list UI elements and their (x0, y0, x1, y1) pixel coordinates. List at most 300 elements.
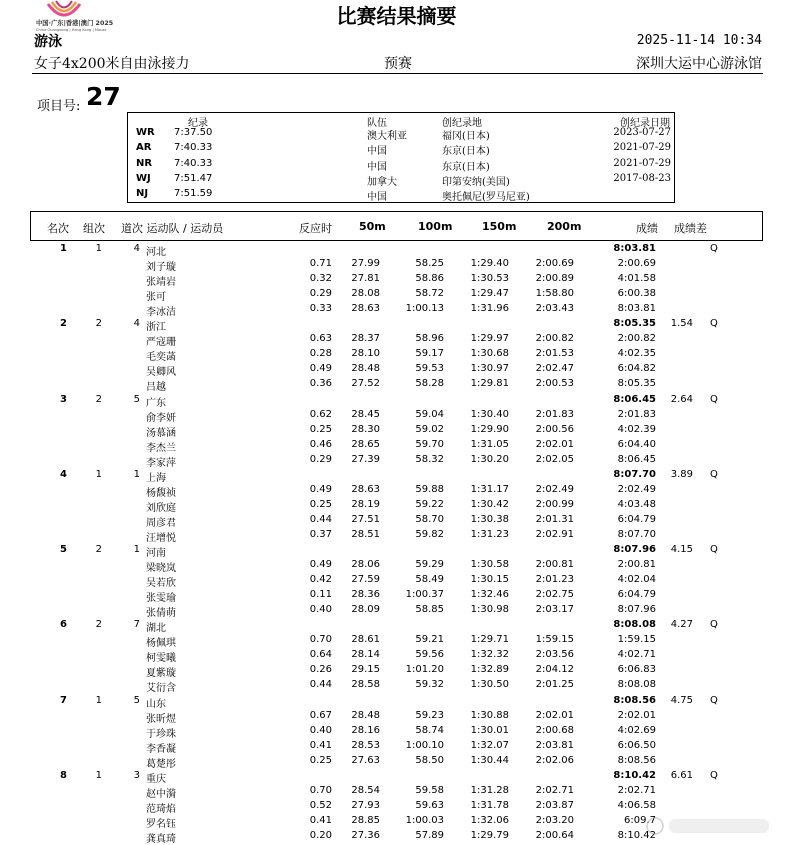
swimmer-name: 张可 (146, 292, 166, 304)
cumulative-time: 8:10.42 (617, 829, 656, 841)
records-header-date: 创纪录日期 (620, 118, 670, 129)
split-200m: 2:00.53 (535, 378, 574, 390)
split-150m: 1:29.81 (470, 378, 509, 390)
split-150m: 1:29.97 (470, 333, 509, 345)
split-100m: 58.72 (415, 288, 444, 300)
record-place: 印第安纳(美国) (442, 176, 510, 188)
team-row (0, 393, 793, 408)
team-row (0, 543, 793, 558)
split-150m: 1:30.98 (470, 604, 509, 616)
split-200m: 2:03.20 (535, 814, 574, 826)
split-50m: 27.36 (351, 829, 380, 841)
split-150m: 1:29.90 (470, 423, 509, 435)
team-diff: 4.75 (670, 694, 693, 706)
split-100m: 58.28 (415, 378, 444, 390)
team-name: 浙江 (146, 322, 166, 334)
record-code: WR (136, 127, 155, 138)
split-50m: 27.39 (351, 453, 380, 465)
swimmer-row (0, 678, 793, 693)
split-50m: 28.08 (351, 288, 380, 300)
swimmer-reaction: 0.26 (309, 664, 332, 676)
swimmer-reaction: 0.36 (309, 378, 332, 390)
record-time: 7:40.33 (174, 157, 213, 169)
swimmer-row (0, 739, 793, 754)
split-200m: 2:00.64 (535, 829, 574, 841)
split-150m: 1:29.47 (470, 288, 509, 300)
split-50m: 27.52 (351, 378, 380, 390)
swimmer-reaction: 0.28 (309, 348, 332, 360)
split-150m: 1:30.15 (470, 574, 509, 586)
split-50m: 29.15 (351, 664, 380, 676)
header-heat: 组次 (83, 222, 105, 235)
swimmer-row (0, 498, 793, 513)
team-rank: 5 (60, 544, 67, 555)
team-rank: 1 (60, 243, 67, 254)
cumulative-time: 6:04.79 (617, 589, 656, 601)
split-100m: 1:01.20 (405, 664, 444, 676)
split-200m: 2:02.75 (535, 589, 574, 601)
team-heat: 2 (95, 544, 102, 555)
qualified-mark: Q (710, 619, 718, 631)
team-row (0, 769, 793, 784)
split-150m: 1:30.97 (470, 363, 509, 375)
swimmer-row (0, 603, 793, 618)
qualified-mark: Q (710, 393, 718, 405)
swimmer-name: 梁晓岚 (146, 563, 176, 575)
swimmer-reaction: 0.46 (309, 438, 332, 450)
event-number-label: 项目号: (37, 99, 81, 114)
record-time: 7:51.47 (174, 172, 213, 184)
swimmer-name: 李杰兰 (146, 442, 176, 454)
split-100m: 1:00.37 (405, 589, 444, 601)
split-50m: 28.48 (351, 709, 380, 721)
split-100m: 58.74 (415, 724, 444, 736)
swimmer-reaction: 0.20 (309, 829, 332, 841)
cumulative-time: 4:02.71 (617, 649, 656, 661)
split-150m: 1:30.40 (470, 408, 509, 420)
swimmer-reaction: 0.37 (309, 528, 332, 540)
records-header-place: 创纪录地 (442, 118, 482, 129)
cumulative-time: 6:04.79 (617, 513, 656, 525)
split-150m: 1:30.53 (470, 273, 509, 285)
record-team: 澳大利亚 (367, 131, 407, 142)
split-200m: 2:00.99 (535, 498, 574, 510)
team-lane: 5 (133, 694, 140, 706)
split-100m: 59.70 (415, 438, 444, 450)
record-place: 东京(日本) (442, 161, 490, 173)
swimmer-row (0, 408, 793, 423)
split-100m: 58.49 (415, 574, 444, 586)
qualified-mark: Q (710, 318, 718, 330)
split-150m: 1:30.42 (470, 498, 509, 510)
cumulative-time: 4:02.35 (617, 348, 656, 360)
split-100m: 59.88 (415, 483, 444, 495)
split-100m: 58.50 (415, 754, 444, 766)
team-name: 河北 (146, 247, 166, 258)
swimmer-name: 刘子璇 (146, 262, 176, 274)
team-name: 广东 (146, 397, 166, 409)
cumulative-time: 4:03.48 (617, 498, 656, 510)
team-heat: 1 (95, 468, 102, 480)
swimmer-row (0, 302, 793, 317)
cumulative-time: 2:02.49 (617, 483, 656, 495)
split-150m: 1:30.88 (470, 709, 509, 721)
swimmer-row (0, 709, 793, 724)
cumulative-time: 1:59.15 (617, 634, 656, 646)
swimmer-name: 刘欣庭 (146, 502, 176, 514)
team-lane: 4 (133, 318, 140, 330)
team-row (0, 242, 793, 257)
record-date: 2023-07-27 (613, 127, 671, 138)
split-150m: 1:31.23 (470, 528, 509, 540)
swimmer-row (0, 754, 793, 769)
swimmer-row (0, 663, 793, 678)
cumulative-time: 6:04.40 (617, 438, 656, 450)
swimmer-row (0, 287, 793, 302)
swimmer-reaction: 0.25 (309, 498, 332, 510)
team-heat: 2 (95, 619, 102, 631)
split-50m: 28.65 (351, 438, 380, 450)
record-row (128, 188, 674, 203)
swimmer-reaction: 0.11 (309, 589, 332, 601)
swimmer-reaction: 0.25 (309, 423, 332, 435)
swimmer-reaction: 0.33 (309, 303, 332, 315)
swimmer-name: 杨佩琪 (146, 638, 176, 650)
split-200m: 2:02.01 (535, 438, 574, 450)
split-100m: 58.86 (415, 273, 444, 285)
split-200m: 2:00.81 (535, 559, 574, 571)
split-200m: 2:03.87 (535, 799, 574, 811)
swimmer-name: 赵中漪 (146, 788, 176, 800)
split-200m: 2:02.49 (535, 483, 574, 495)
team-result: 8:05.35 (613, 318, 656, 330)
cumulative-time: 6:06.83 (617, 664, 656, 676)
cumulative-time: 2:00.69 (617, 258, 656, 270)
team-diff: 1.54 (670, 318, 693, 330)
split-200m: 2:03.56 (535, 649, 574, 661)
record-code: NJ (136, 188, 149, 200)
swimmer-reaction: 0.41 (309, 814, 332, 826)
split-50m: 28.37 (351, 333, 380, 345)
split-50m: 28.48 (351, 363, 380, 375)
swimmer-reaction: 0.40 (309, 604, 332, 616)
split-150m: 1:30.68 (470, 348, 509, 360)
qualified-mark: Q (710, 769, 718, 781)
qualified-mark: Q (710, 694, 718, 706)
record-team: 中国 (367, 146, 387, 158)
split-100m: 59.02 (415, 423, 444, 435)
swimmer-row (0, 588, 793, 603)
team-rank: 6 (60, 619, 67, 631)
split-100m: 1:00.03 (405, 814, 444, 826)
cumulative-time: 2:02.71 (617, 784, 656, 796)
records-header-team: 队伍 (367, 118, 387, 129)
swimmer-row (0, 377, 793, 392)
cumulative-time: 4:02.04 (617, 574, 656, 586)
swimmer-name: 杨馥祯 (146, 487, 176, 499)
header-rank: 名次 (47, 222, 69, 235)
cumulative-time: 8:08.08 (617, 679, 656, 691)
split-200m: 2:00.89 (535, 273, 574, 285)
split-50m: 28.30 (351, 423, 380, 435)
swimmer-name: 于珍珠 (146, 728, 176, 740)
team-lane: 1 (133, 468, 140, 480)
split-150m: 1:32.06 (470, 814, 509, 826)
team-diff: 4.27 (670, 619, 693, 631)
cumulative-time: 4:02.69 (617, 724, 656, 736)
cumulative-time: 8:06.45 (617, 453, 656, 465)
cumulative-time: 6:09.7 (624, 814, 656, 826)
swimmer-name: 吴卿风 (146, 367, 176, 379)
record-date: 2021-07-29 (613, 157, 671, 169)
swimmer-name: 夏紫璇 (146, 668, 176, 680)
team-name: 湖北 (146, 623, 166, 635)
split-100m: 59.21 (415, 634, 444, 646)
cumulative-time: 6:00.38 (617, 288, 656, 300)
swimmer-name: 俞李妍 (146, 412, 176, 424)
split-50m: 28.06 (351, 559, 380, 571)
swimmer-reaction: 0.52 (309, 799, 332, 811)
swimmer-row (0, 453, 793, 468)
logo-text: 中国·广东|香港|澳门 2025 (36, 20, 114, 27)
team-lane: 4 (133, 243, 140, 254)
split-200m: 2:01.53 (535, 348, 574, 360)
header-diff: 成绩差 (674, 222, 707, 235)
record-place: 福冈(日本) (442, 131, 490, 142)
watermark-decoration (645, 813, 775, 839)
swimmer-name: 艾衍含 (146, 683, 176, 695)
swimmer-name: 李家萍 (146, 457, 176, 469)
header-divider (32, 73, 763, 74)
qualified-mark: Q (710, 468, 718, 480)
swimmer-reaction: 0.44 (309, 513, 332, 525)
team-name: 河南 (146, 548, 166, 559)
report-datetime: 2025-11-14 10:34 (636, 33, 762, 48)
split-150m: 1:29.71 (470, 634, 509, 646)
swimmer-name: 汪增悦 (146, 532, 176, 544)
team-diff: 2.64 (670, 393, 693, 405)
split-50m: 28.09 (351, 604, 380, 616)
swimmer-row (0, 257, 793, 272)
swimmer-reaction: 0.62 (309, 408, 332, 420)
swimmer-name: 龚真琦 (146, 833, 176, 845)
split-150m: 1:31.05 (470, 438, 509, 450)
swimmer-reaction: 0.49 (309, 363, 332, 375)
team-row (0, 618, 793, 633)
team-rank: 4 (60, 468, 67, 480)
split-50m: 28.51 (351, 528, 380, 540)
swimmer-reaction: 0.41 (309, 739, 332, 751)
split-50m: 28.58 (351, 679, 380, 691)
split-150m: 1:30.58 (470, 559, 509, 571)
split-100m: 59.53 (415, 363, 444, 375)
split-100m: 59.63 (415, 799, 444, 811)
record-date: 2017-08-23 (613, 172, 671, 184)
team-lane: 7 (133, 619, 140, 631)
team-lane: 5 (133, 393, 140, 405)
team-result: 8:07.96 (613, 544, 656, 555)
swimmer-reaction: 0.25 (309, 754, 332, 766)
split-150m: 1:30.01 (470, 724, 509, 736)
team-rank: 3 (60, 393, 67, 405)
split-100m: 58.70 (415, 513, 444, 525)
split-100m: 59.58 (415, 784, 444, 796)
split-50m: 27.59 (351, 574, 380, 586)
records-table (127, 112, 675, 203)
swimmer-reaction: 0.49 (309, 559, 332, 571)
cumulative-time: 4:02.39 (617, 423, 656, 435)
split-200m: 2:02.06 (535, 754, 574, 766)
cumulative-time: 2:00.81 (617, 559, 656, 571)
split-150m: 1:29.40 (470, 258, 509, 270)
split-150m: 1:31.28 (470, 784, 509, 796)
cumulative-time: 4:01.58 (617, 273, 656, 285)
split-150m: 1:32.07 (470, 739, 509, 751)
team-result: 8:08.56 (613, 694, 656, 706)
swimmer-row (0, 272, 793, 287)
record-row (128, 158, 674, 173)
venue-name: 深圳大运中心游泳馆 (636, 56, 762, 72)
split-100m: 59.32 (415, 679, 444, 691)
swimmer-row (0, 528, 793, 543)
split-150m: 1:29.79 (470, 829, 509, 841)
split-100m: 59.04 (415, 408, 444, 420)
split-200m: 2:00.82 (535, 333, 574, 345)
swimmer-row (0, 438, 793, 453)
split-200m: 2:01.31 (535, 513, 574, 525)
swimmer-name: 周彦君 (146, 517, 176, 529)
team-diff: 3.89 (670, 468, 693, 480)
team-diff: 6.61 (670, 769, 693, 781)
header-result: 成绩 (636, 222, 658, 235)
swimmer-row (0, 724, 793, 739)
split-100m: 1:00.10 (405, 739, 444, 751)
swimmer-row (0, 633, 793, 648)
cumulative-time: 8:03.81 (617, 303, 656, 315)
swimmer-reaction: 0.44 (309, 679, 332, 691)
header-200m: 200m (547, 220, 582, 233)
header-150m: 150m (482, 220, 517, 233)
split-50m: 28.61 (351, 634, 380, 646)
team-name: 上海 (146, 472, 166, 484)
swimmer-name: 李香凝 (146, 743, 176, 755)
split-50m: 27.93 (351, 799, 380, 811)
split-200m: 1:58.80 (535, 288, 574, 300)
swimmer-row (0, 513, 793, 528)
cumulative-time: 8:05.35 (617, 378, 656, 390)
split-100m: 59.17 (415, 348, 444, 360)
cumulative-time: 2:02.01 (617, 709, 656, 721)
cumulative-time: 6:06.50 (617, 739, 656, 751)
team-rank: 2 (60, 318, 67, 330)
record-date: 2021-07-29 (613, 142, 671, 154)
record-team: 中国 (367, 192, 387, 204)
record-row (128, 142, 674, 157)
split-200m: 2:02.91 (535, 528, 574, 540)
results-header (30, 211, 763, 241)
record-place: 东京(日本) (442, 146, 490, 158)
swimmer-reaction: 0.49 (309, 483, 332, 495)
swimmer-name: 张雯瑜 (146, 593, 176, 605)
swimmer-row (0, 784, 793, 799)
split-200m: 2:03.81 (535, 739, 574, 751)
split-100m: 58.32 (415, 453, 444, 465)
swimmer-name: 柯雯曦 (146, 653, 176, 665)
split-50m: 28.36 (351, 589, 380, 601)
team-rank: 7 (60, 694, 67, 706)
record-team: 中国 (367, 161, 387, 173)
split-50m: 28.63 (351, 483, 380, 495)
team-result: 8:07.70 (613, 468, 656, 480)
split-50m: 28.14 (351, 649, 380, 661)
split-200m: 2:01.23 (535, 574, 574, 586)
split-200m: 2:00.69 (535, 258, 574, 270)
swimmer-reaction: 0.67 (309, 709, 332, 721)
swimmer-row (0, 483, 793, 498)
swimmer-row (0, 799, 793, 814)
split-100m: 58.25 (415, 258, 444, 270)
split-50m: 28.19 (351, 498, 380, 510)
split-200m: 2:04.12 (535, 664, 574, 676)
document-title: 比赛结果摘要 (336, 4, 457, 28)
cumulative-time: 6:04.82 (617, 363, 656, 375)
team-row (0, 317, 793, 332)
swimmer-reaction: 0.29 (309, 453, 332, 465)
swimmer-name: 严寇珊 (146, 337, 176, 349)
swimmer-reaction: 0.70 (309, 634, 332, 646)
event-number: 27 (86, 82, 121, 111)
team-lane: 1 (133, 544, 140, 555)
record-time: 7:37.50 (174, 127, 213, 138)
team-heat: 2 (95, 393, 102, 405)
team-heat: 1 (95, 243, 102, 254)
split-50m: 27.99 (351, 258, 380, 270)
team-heat: 1 (95, 769, 102, 781)
split-150m: 1:32.32 (470, 649, 509, 661)
swimmer-reaction: 0.40 (309, 724, 332, 736)
split-50m: 27.63 (351, 754, 380, 766)
split-150m: 1:31.17 (470, 483, 509, 495)
record-team: 加拿大 (367, 176, 397, 188)
swimmer-row (0, 347, 793, 362)
split-200m: 2:02.05 (535, 453, 574, 465)
record-code: AR (136, 142, 152, 154)
record-row (128, 173, 674, 188)
split-100m: 58.85 (415, 604, 444, 616)
split-50m: 27.51 (351, 513, 380, 525)
team-diff: 4.15 (670, 544, 693, 555)
record-time: 7:51.59 (174, 188, 213, 200)
team-lane: 3 (133, 769, 140, 781)
swimmer-name: 毛奕菡 (146, 352, 176, 364)
team-result: 8:06.45 (613, 393, 656, 405)
record-time: 7:40.33 (174, 142, 213, 154)
split-50m: 28.85 (351, 814, 380, 826)
cumulative-time: 8:07.70 (617, 528, 656, 540)
team-heat: 1 (95, 694, 102, 706)
logo-subtext: China·Guangdong | Hong Kong | Macao (36, 28, 107, 32)
split-200m: 2:00.56 (535, 423, 574, 435)
swimmer-row (0, 558, 793, 573)
swimmer-reaction: 0.64 (309, 649, 332, 661)
cumulative-time: 8:07.96 (617, 604, 656, 616)
split-200m: 2:02.71 (535, 784, 574, 796)
team-result: 8:10.42 (613, 769, 656, 781)
swimmer-name: 范琦焰 (146, 803, 176, 815)
split-100m: 59.22 (415, 498, 444, 510)
round-name: 预赛 (384, 56, 412, 72)
split-100m: 57.89 (415, 829, 444, 841)
